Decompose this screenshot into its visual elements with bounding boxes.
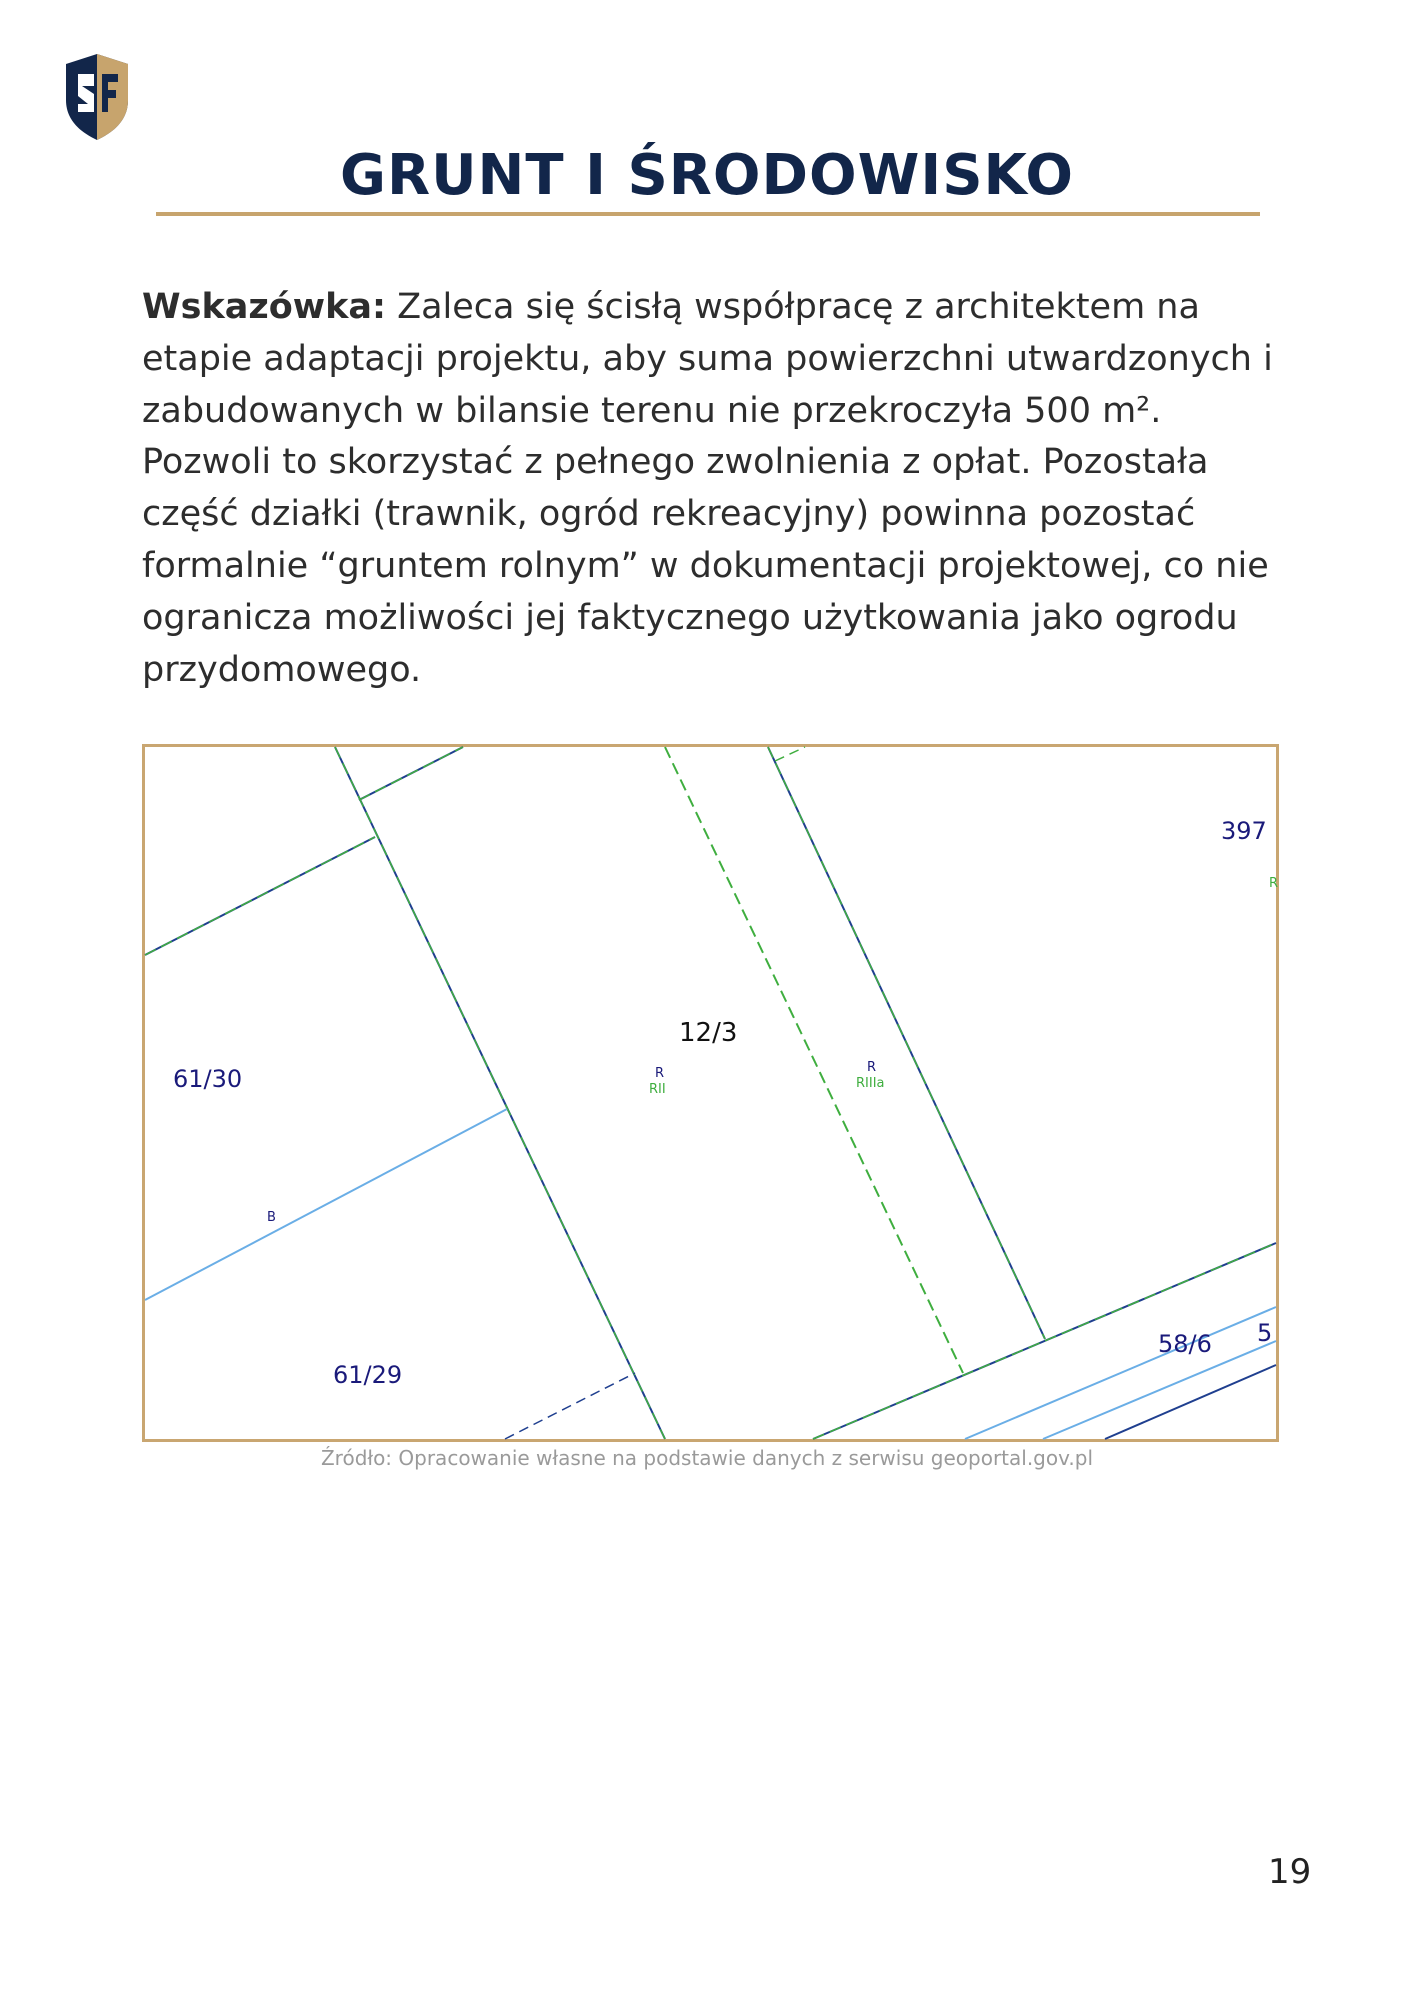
company-logo bbox=[62, 52, 132, 142]
title-underline bbox=[156, 212, 1260, 216]
parcel-label-61-29: 61/29 bbox=[333, 1361, 403, 1389]
landuse-line bbox=[505, 1373, 635, 1439]
tip-label: Wskazówka: bbox=[142, 287, 386, 327]
landuse-line bbox=[145, 837, 375, 955]
class-label-r: R bbox=[867, 1060, 877, 1075]
page-title: GRUNT I ŚRODOWISKO bbox=[339, 143, 1075, 208]
class-label-r-edge: R bbox=[1269, 876, 1279, 891]
building-line bbox=[145, 1109, 507, 1300]
tip-paragraph bbox=[142, 282, 1282, 696]
class-label-b: B bbox=[267, 1210, 276, 1225]
landuse-line bbox=[775, 747, 805, 761]
parcel-label-397: 397 bbox=[1221, 817, 1267, 845]
landuse-line bbox=[665, 747, 963, 1373]
class-label-riiia: RIIIa bbox=[856, 1076, 885, 1091]
parcel-label-58-6: 58/6 bbox=[1158, 1330, 1212, 1358]
page-number: 19 bbox=[1268, 1852, 1312, 1892]
map-source-caption: Źródło: Opracowanie własne na podstawie danych z serwisu geoportal.gov.pl bbox=[320, 1446, 1094, 1470]
tip-text: Zaleca się ścisłą współpracę z architektem na etapie adaptacji projektu, aby suma powierzchni utwardzonych i zabudowanych w bilansie terenu nie przekroczyła 500 m². Pozwoli to skorzystać z pełnego zwolnienia z opłat. Pozostała część działki (trawnik, ogród rekreacyjny) powinna pozostać formalnie “gruntem rolnym” w dokumentacji projektowej, co nie ogranicza możliwości jej faktycznego użytkowania jako ogrodu przydomowego. bbox=[142, 287, 1273, 690]
building-line bbox=[965, 1307, 1276, 1439]
parcel-label-61-30: 61/30 bbox=[173, 1065, 243, 1093]
parcel-map bbox=[142, 744, 1279, 1442]
parcel-label-5: 5 bbox=[1257, 1319, 1273, 1347]
class-label-r: R bbox=[655, 1066, 665, 1081]
class-label-rii: RII bbox=[649, 1082, 666, 1097]
parcel-label-12-3: 12/3 bbox=[679, 1018, 738, 1048]
landuse-line bbox=[335, 747, 665, 1439]
